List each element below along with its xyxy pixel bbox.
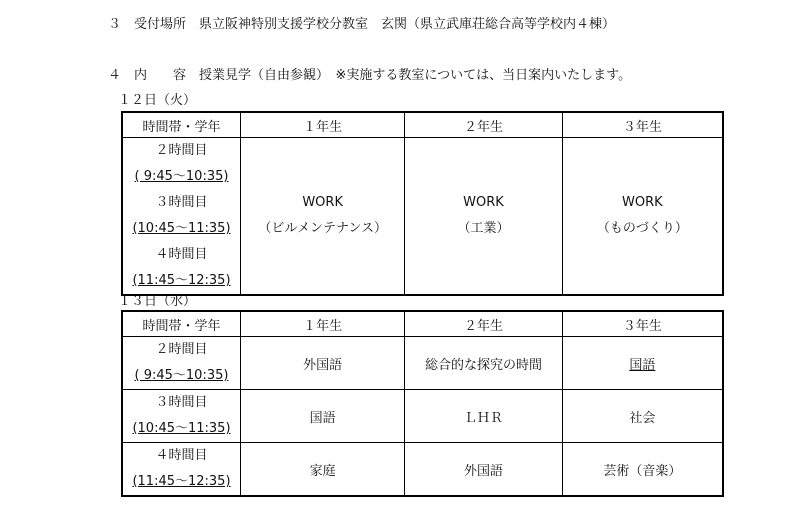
period-time: (10:45～11:35) [132,421,231,436]
period-cell [122,138,240,296]
period-name: ４時間目 [155,448,208,463]
header-grade2: ２年生 [405,311,562,337]
subject-line: WORK [621,195,663,210]
grade3-subject-cell [562,138,723,296]
period-name: ３時間目 [155,195,208,210]
period-time: ( 9:45～10:35) [134,169,229,184]
grade3-subject-cell [562,337,723,390]
table-row [122,443,723,497]
period-cell [122,443,240,497]
day13-label: １３日（水） [118,294,197,309]
grade3-subject: 社会 [562,390,723,443]
subject-line: WORK [302,195,343,210]
table-row [122,337,723,390]
subject-line: （ものづくり） [596,221,688,236]
subject-line: （工業） [457,221,510,236]
day12-label: １２日（火） [118,93,197,108]
subject-line: （ビルメンテナンス） [258,221,387,236]
grade3-subject: 国語 [629,357,656,373]
grade2-subject-cell [405,138,562,296]
header-grade2: ２年生 [405,112,562,138]
grade2-subject: ＬＨＲ [405,390,562,443]
header-time-grade: 時間帯・学年 [122,112,240,138]
period-cell [122,337,240,390]
period-time: (11:45～12:35) [132,474,231,489]
table-row [122,390,723,443]
header-grade1: １年生 [240,112,404,138]
header-grade1: １年生 [240,311,404,337]
grade1-subject-cell [240,138,404,296]
subject-line: WORK [463,195,504,210]
header-grade3: ３年生 [562,311,723,337]
grade1-subject: 国語 [240,390,404,443]
grade2-subject: 外国語 [405,443,562,497]
grade1-subject: 家庭 [240,443,404,497]
period-name: ２時間目 [155,143,208,158]
period-time: (10:45～11:35) [132,221,231,236]
content-line: ４ 内 容 授業見学（自由参観） ※実施する教室については、当日案内いたします。 [108,68,632,83]
grade1-subject: 外国語 [240,337,404,390]
reception-location-line: ３ 受付場所 県立阪神特別支援学校分教室 玄関（県立武庫荘総合高等学校内４棟） [108,17,616,32]
header-grade3: ３年生 [562,112,723,138]
period-time: ( 9:45～10:35) [134,368,229,383]
period-name: ４時間目 [155,247,208,262]
day13-schedule-table [121,310,724,497]
period-name: ３時間目 [155,395,208,410]
grade2-subject: 総合的な探究の時間 [405,337,562,390]
period-time: (11:45～12:35) [132,273,231,288]
period-name: ２時間目 [155,342,208,357]
day12-schedule-table [121,111,724,296]
header-time-grade: 時間帯・学年 [122,311,240,337]
grade3-subject: 芸術（音楽） [562,443,723,497]
period-cell [122,390,240,443]
